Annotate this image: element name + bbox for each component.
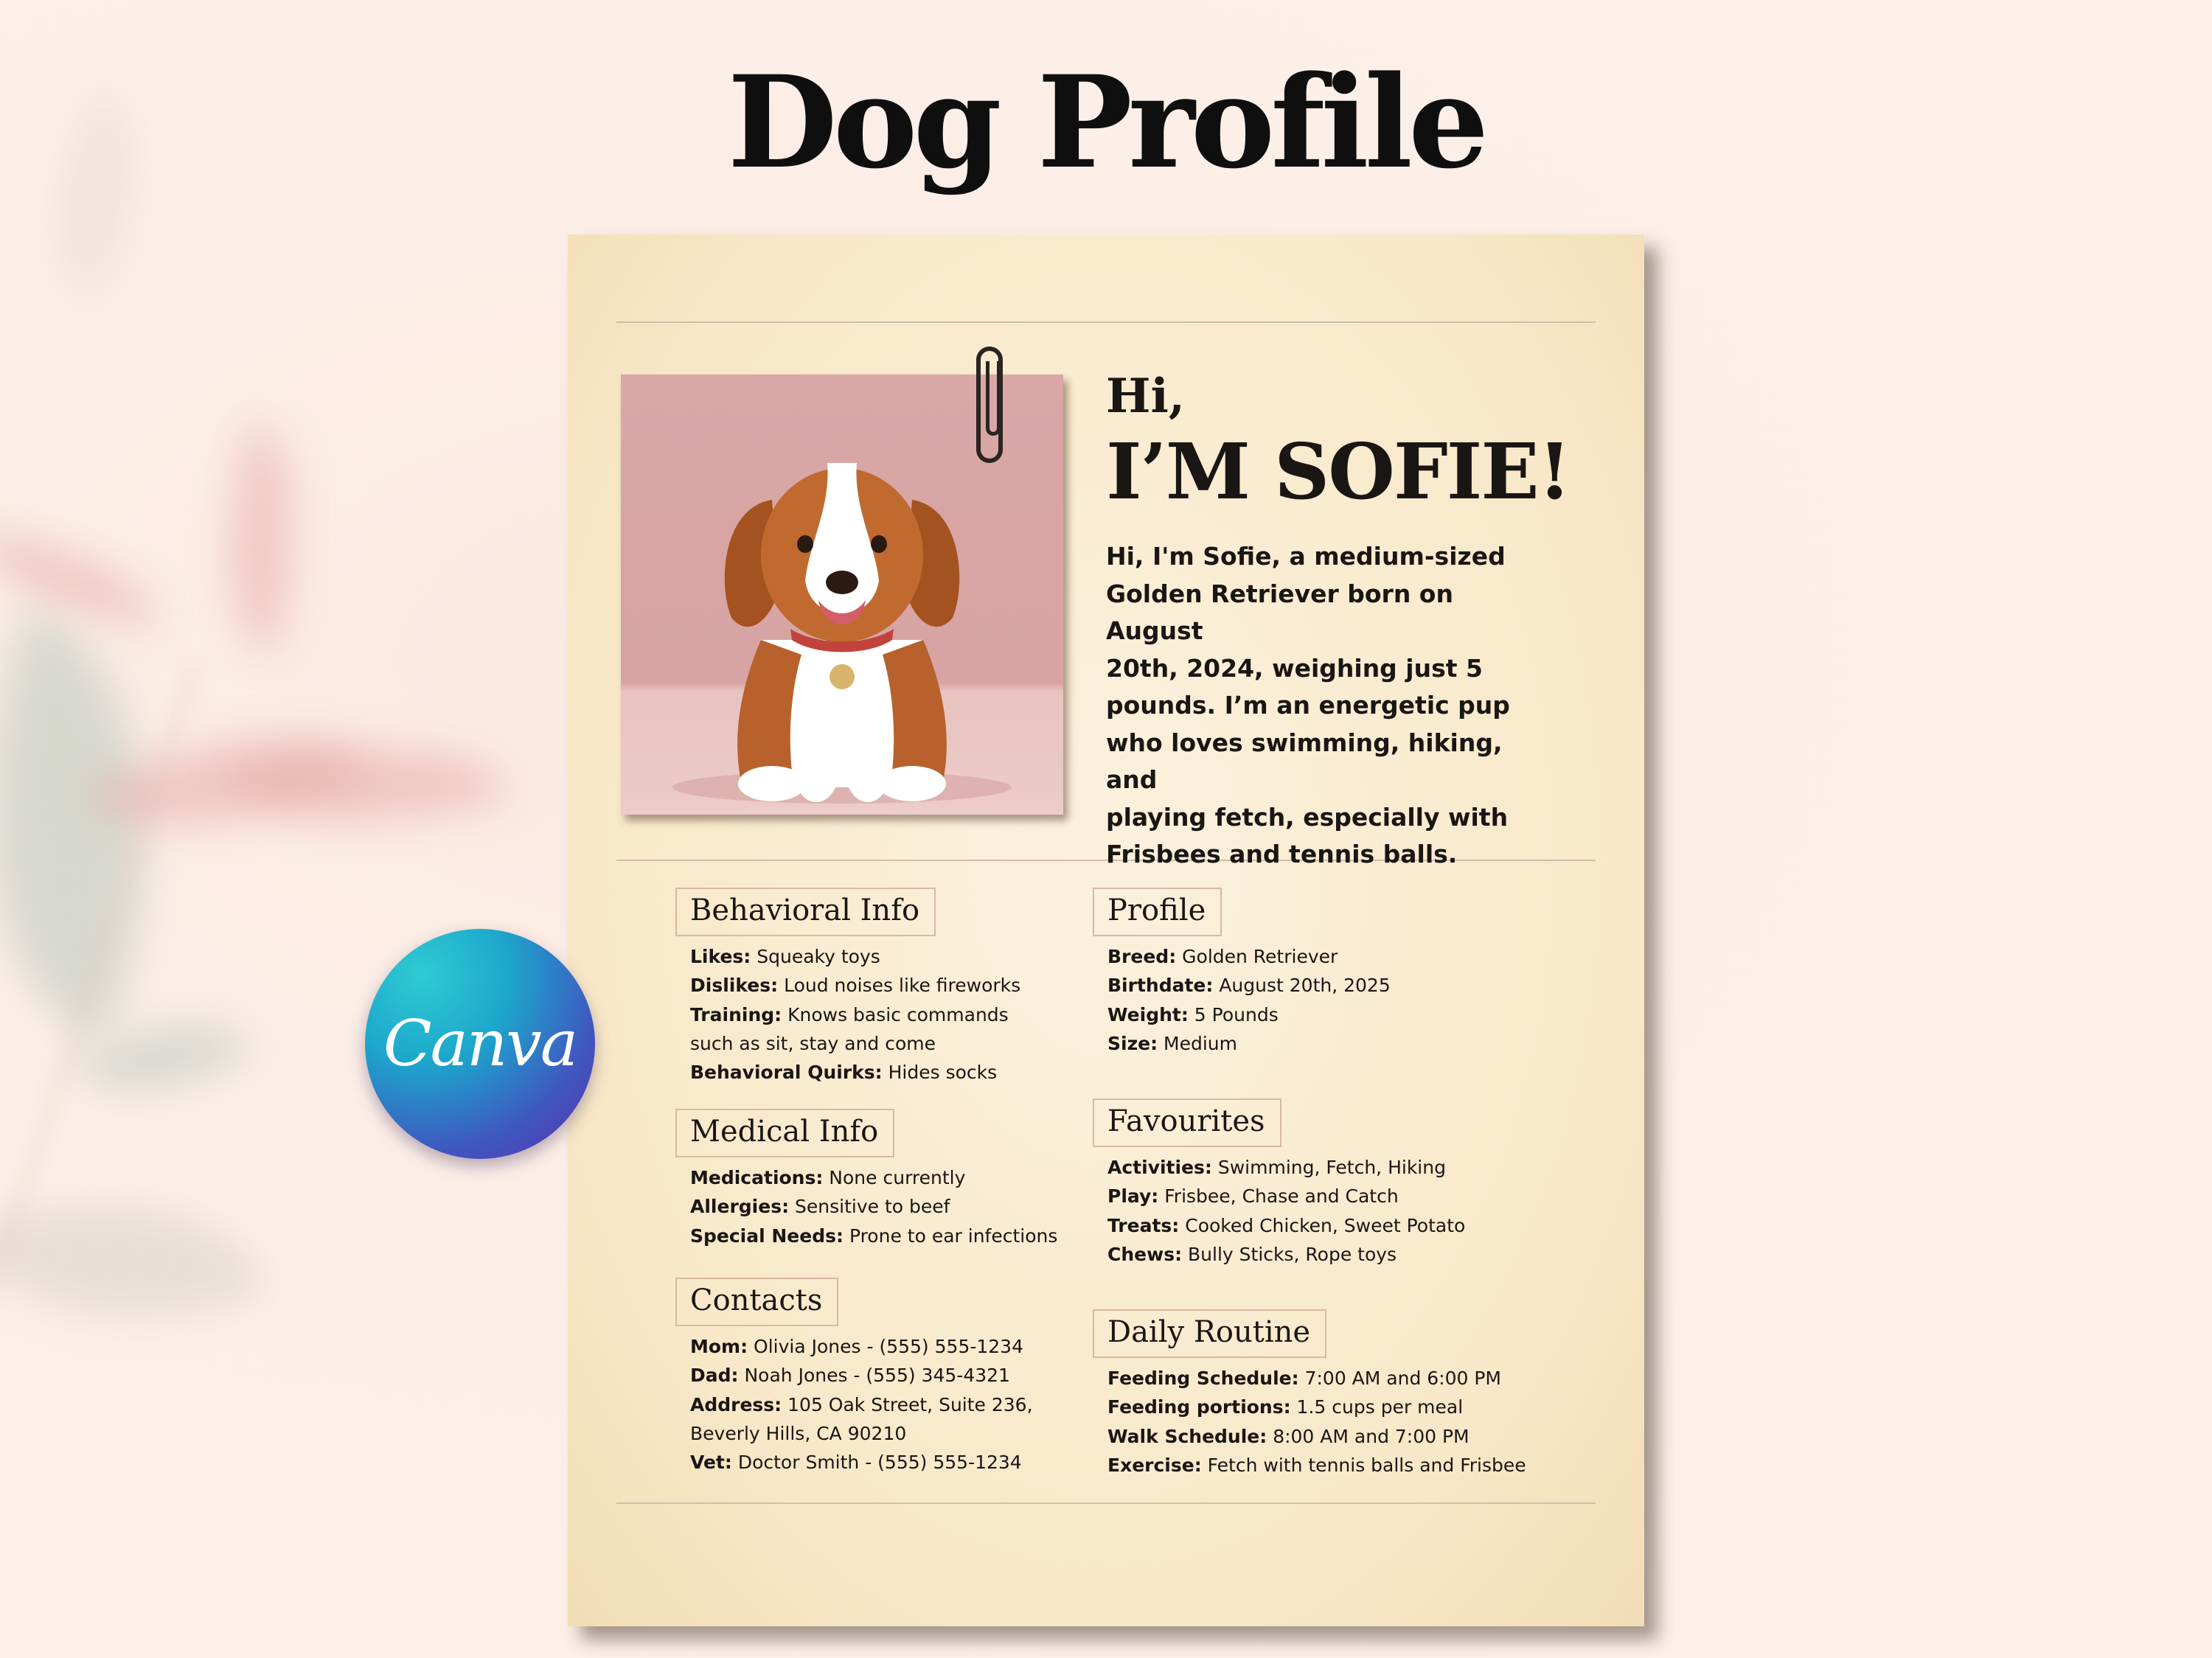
info-row: Beverly Hills, CA 90210 — [690, 1422, 907, 1444]
daily-routine-section — [1107, 1309, 1526, 1480]
info-row: Chews: Bully Sticks, Rope toys — [1107, 1243, 1397, 1265]
info-row: Allergies: Sensitive to beef — [690, 1196, 950, 1218]
contacts-section — [690, 1278, 1033, 1477]
info-row: Feeding Schedule: 7:00 AM and 6:00 PM — [1107, 1368, 1502, 1389]
info-row: Dad: Noah Jones - (555) 345-4321 — [690, 1365, 1010, 1387]
info-row: Exercise: Fetch with tennis balls and Frisbee — [1107, 1454, 1526, 1476]
info-row: Birthdate: August 20th, 2025 — [1107, 975, 1391, 997]
favourites-section — [1107, 1098, 1465, 1269]
info-row: Play: Frisbee, Chase and Catch — [1107, 1185, 1399, 1208]
info-row: Size: Medium — [1107, 1032, 1238, 1054]
page-title: Dog Profile — [727, 47, 1485, 197]
section-heading: Favourites — [1093, 1098, 1281, 1147]
canva-logo — [365, 929, 595, 1159]
info-row: Weight: 5 Pounds — [1107, 1003, 1279, 1025]
info-row: Behavioral Quirks: Hides socks — [690, 1062, 998, 1084]
info-row: Vet: Doctor Smith - (555) 555-1234 — [690, 1452, 1022, 1474]
section-heading: Contacts — [675, 1278, 838, 1326]
profile-section — [1107, 888, 1391, 1058]
canva-logo-text: Canva — [383, 1007, 577, 1081]
dog-name-heading: I’M SOFIE! — [1106, 426, 1571, 517]
info-row: Walk Schedule: 8:00 AM and 7:00 PM — [1107, 1425, 1470, 1447]
info-row: Address: 105 Oak Street, Suite 236, — [690, 1393, 1033, 1415]
behavioral-info-section — [690, 888, 1020, 1087]
info-row: Special Needs: Prone to ear infections — [690, 1225, 1058, 1247]
intro-paragraph — [1106, 538, 1556, 874]
greeting: Hi, — [1106, 369, 1186, 424]
medical-info-section — [690, 1109, 1057, 1250]
intro-line: 20th, 2024, weighing just 5 — [1106, 653, 1483, 683]
intro-line: Hi, I'm Sofie, a medium-sized — [1106, 542, 1506, 571]
leaf-decor — [0, 529, 167, 628]
info-row: Training: Knows basic commands — [690, 1003, 1009, 1025]
info-row: Mom: Olivia Jones - (555) 555-1234 — [690, 1336, 1023, 1357]
leaf-decor — [0, 607, 236, 1043]
info-row: Treats: Cooked Chicken, Sweet Potato — [1107, 1214, 1466, 1236]
info-row: Likes: Squeaky toys — [690, 946, 880, 967]
section-heading: Medical Info — [675, 1109, 894, 1157]
section-heading: Daily Routine — [1093, 1309, 1326, 1358]
top-divider — [616, 321, 1596, 323]
info-row: such as sit, stay and come — [690, 1032, 936, 1054]
info-row: Breed: Golden Retriever — [1107, 946, 1338, 967]
leaf-decor — [0, 1139, 271, 1382]
intro-line: Frisbees and tennis balls. — [1106, 840, 1458, 868]
intro-line: pounds. I’m an energetic pup — [1106, 691, 1510, 720]
leaf-decor — [228, 705, 509, 866]
intro-line: playing fetch, especially with — [1106, 802, 1509, 832]
info-row: Feeding portions: 1.5 cups per meal — [1107, 1396, 1464, 1418]
intro-line: who loves swimming, hiking, and — [1106, 728, 1503, 794]
intro-line: Golden Retriever born on August — [1106, 579, 1453, 645]
leaf-decor — [194, 421, 330, 655]
profile-sheet — [568, 234, 1644, 1626]
section-heading: Profile — [1093, 888, 1222, 936]
bottom-divider — [616, 1502, 1596, 1504]
info-row: Dislikes: Loud noises like fireworks — [690, 975, 1021, 997]
info-row: Activities: Swimming, Fetch, Hiking — [1107, 1157, 1446, 1178]
info-row: Medications: None currently — [690, 1167, 966, 1188]
paperclip-icon — [976, 346, 1003, 463]
section-heading: Behavioral Info — [675, 888, 936, 936]
